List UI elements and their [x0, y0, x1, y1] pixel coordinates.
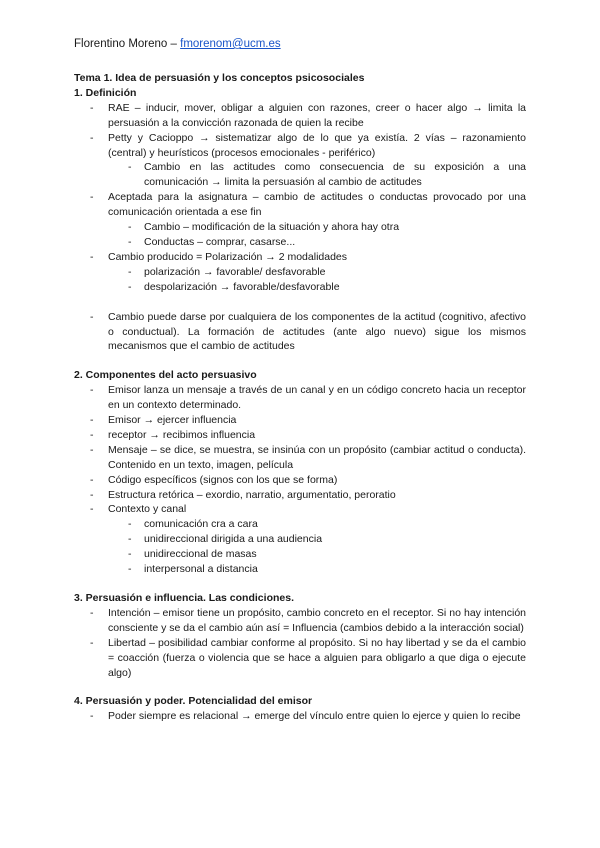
- section-heading: 1. Definición: [74, 86, 137, 99]
- list-item-text: Estructura retórica – exordio, narratio, argumentatio, peroratio: [108, 488, 396, 501]
- section-heading: 4. Persuasión y poder. Potencialidad del emisor: [74, 695, 313, 708]
- list-item-text: Contexto y canal: [108, 503, 187, 516]
- bullet-list: [74, 383, 526, 577]
- sub-list-item: - polarización → favorable/ desfavorable: [108, 265, 526, 280]
- page-header: [74, 37, 281, 51]
- list-item: [74, 443, 526, 473]
- sub-list-item: - unidireccional dirigida a una audiencia: [108, 532, 526, 547]
- list-item: [74, 636, 526, 681]
- list-item-text: Cambio producido = Polarización → 2 modalidades: [108, 250, 348, 263]
- author-name: Florentino Moreno –: [74, 38, 181, 50]
- list-item-text: Petty y Cacioppo → sistematizar algo de lo que ya existía. 2 vías – razonamiento (central) y heurísticos (procesos emocionales - periférico): [108, 131, 526, 159]
- list-item-text: Código específicos (signos con los que se forma): [108, 473, 338, 486]
- sub-bullet-list: [108, 517, 526, 577]
- sub-list-item: - Cambio en las actitudes como consecuencia de su exposición a una comunicación → limita la persuasión al cambio de actitudes: [108, 160, 526, 190]
- list-item-text: Emisor lanza un mensaje a través de un canal y en un código concreto hacia un receptor en un contexto determinado.: [108, 384, 526, 412]
- list-item: [74, 310, 526, 355]
- section-heading: 3. Persuasión e influencia. Las condiciones.: [74, 592, 294, 604]
- list-item-text: Emisor → ejercer influencia: [108, 414, 237, 427]
- email-link[interactable]: fmorenom@ucm.es: [180, 38, 281, 50]
- sub-list-item: - despolarización → favorable/desfavorable: [108, 280, 526, 295]
- list-item: [74, 131, 526, 191]
- bullet-list: [74, 709, 526, 724]
- list-item: [74, 250, 526, 295]
- sub-list-item: - unidireccional de masas: [108, 547, 526, 562]
- sub-list-item: - comunicación cra a cara: [108, 517, 526, 532]
- document-body: [74, 71, 526, 724]
- list-item: [74, 606, 526, 636]
- list-item-text: RAE – inducir, mover, obligar a alguien con razones, creer o hacer algo → limita la persuasión a la convicción razonada de quien la recibe: [108, 101, 526, 129]
- sub-list-item: - Cambio – modificación de la situación y ahora hay otra: [108, 220, 526, 235]
- sub-bullet-list: [108, 160, 526, 190]
- list-item: [74, 488, 526, 503]
- list-item: [74, 428, 526, 443]
- list-item: [74, 502, 526, 577]
- sections-container: [74, 86, 526, 724]
- list-item: [74, 413, 526, 428]
- bullet-list: [74, 606, 526, 681]
- list-item: [74, 190, 526, 250]
- document-title: Tema 1. Idea de persuasión y los conceptos psicosociales: [74, 72, 365, 84]
- sub-bullet-list: [108, 265, 526, 295]
- list-item-text: Cambio puede darse por cualquiera de los componentes de la actitud (cognitivo, afectivo o conductual). La formación de actitudes (ante algo nuevo) sigue los mismos mecanismos que el cambio de actitudes: [108, 310, 526, 353]
- list-item-text: receptor → recibimos influencia: [108, 428, 256, 441]
- list-item-text: Libertad – posibilidad cambiar conforme al propósito. Si no hay libertad y se da el cambio = coacción (fuerza o violencia que se hace a alguien para obligarlo a que diga o ejecute algo): [108, 636, 526, 679]
- list-item-text: Aceptada para la asignatura – cambio de actitudes o conductas provocado por una comunicación orientada a ese fin: [108, 191, 526, 219]
- section-heading: 2. Componentes del acto persuasivo: [74, 369, 257, 382]
- list-item-text: Mensaje – se dice, se muestra, se insinúa con un propósito (cambiar actitud o conducta). Contenido en un texto, imagen, película: [108, 443, 526, 471]
- sub-bullet-list: [108, 220, 526, 250]
- list-item: [74, 473, 526, 488]
- sub-list-item: - interpersonal a distancia: [108, 562, 526, 577]
- list-item: [74, 383, 526, 413]
- bullet-list: [74, 101, 526, 355]
- sub-list-item: - Conductas – comprar, casarse...: [108, 235, 526, 250]
- list-item: [74, 101, 526, 131]
- list-item-text: Intención – emisor tiene un propósito, cambio concreto en el receptor. Si no hay intención consciente y se da el cambio aún así = Influencia (cambios debido a la interacción social): [108, 606, 526, 634]
- list-item-text: Poder siempre es relacional → emerge del vínculo entre quien lo ejerce y quien lo recibe: [108, 710, 521, 723]
- list-item: [74, 709, 526, 724]
